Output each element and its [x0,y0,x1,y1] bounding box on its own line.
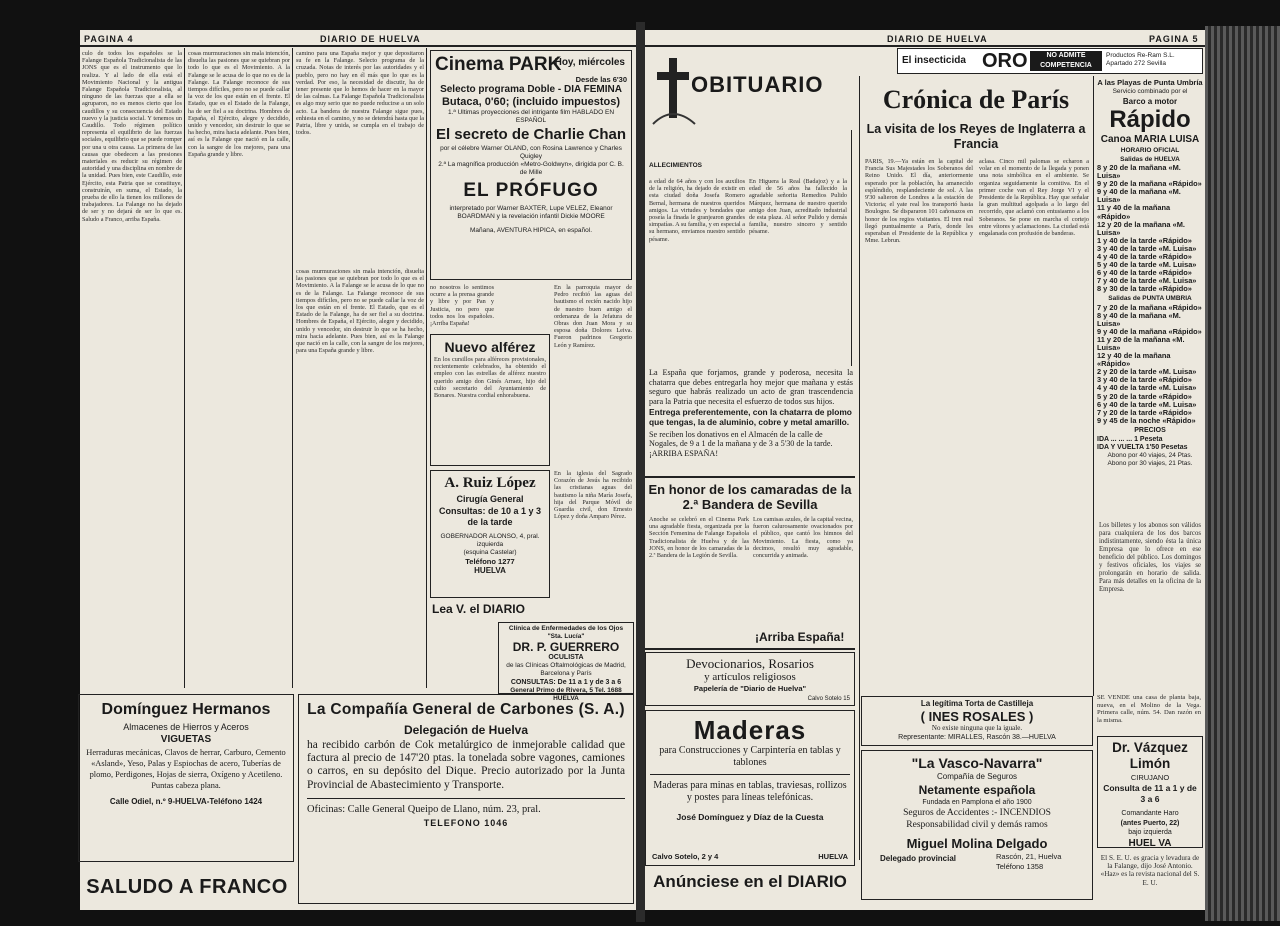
clinica-hours: CONSULTAS: De 11 a 1 y de 3 a 6 [510,679,622,686]
dominguez-sub: Almacenes de Hierros y Aceros [123,722,249,732]
column-rule [426,48,427,688]
tortas-rep: Representante: MIRALLES, Rascón 38.—HUELVA [898,734,1056,741]
cinema-programa: Selecto programa Doble - DIA FEMINA [440,84,622,95]
obituario-col2: En Higuera la Real (Badajoz) y a la edad de 56 años ha fallecido la agradable señorita Remedios Pulido Márquez, hermana de nuestro querido amigo don Juan, acreditado industrial de esta plaza. Al señor Pulido y demás familia, nuestro sincero y sentido pésame. [749,178,847,236]
left-page-header: DIARIO DE HUELVA [320,34,421,44]
honor-col2: Los camisas azules, de la capital vecina, fueron calurosamente ovacionados por el público, que cantó los himnos del Movimiento. La fiesta, como ya decimos, resultó muy agradable, concurrida y animada. [753,516,853,560]
vasco-lines2: Responsabilidad civil y demás ramos [906,820,1048,830]
vasco-lines: Seguros de Accidentes :- INCENDIOS [903,808,1051,818]
oro-prefix: El insecticida [902,55,966,66]
se-vende-notice: SE VENDE una casa de planta baja, nueva, en el Molino de la Vega. Primera calle, núm. 54. Dan razón en la misma. [1097,694,1201,724]
rapido-line3: Barco a motor [1122,97,1178,106]
entrega-intro: La España que forjamos, grande y poderosa, necesita la chatarra que debes entregarla hoy mejor que mañana y estás seguro que habrás realizado un acto de gran trascendencia para la Patria que necesita el esfuerzo de todos sus hijos. [649,368,853,406]
vazquez-role: CIRUJANO [1130,773,1170,782]
rapido-salidas-huelva: Salidas de HUELVA [1120,156,1180,163]
dominguez-viguetas: VIGUETAS [160,734,212,745]
vasco-role: Delegado provincial [880,854,957,863]
clinica-address: General Primo de Rivera, 5 Tel. 1688 HUELVA [510,687,622,702]
vazquez-name: Dr. Vázquez Limón [1112,740,1188,771]
cronica-col1: PARIS, 19.—Ya están en la capital de Francia Sus Majestades los Soberanos del Reino Unido. El día, anteriormente esperado por la población, ha amanecido espléndido, resplandeciente de sol. A las 9'30 salieron de Londres a la estación de Victoria; el yate real los transportó hasta Boulogne. Se dispararon 101 cañonazos en honor de los regios visitantes. El tren real llegó puntualmente a París, donde les esperaban el Presidente de la República y Mme. Lebrun. [865,158,973,245]
cronica-title: Crónica de París [882,85,1070,114]
cinema-film1: El secreto de Charlie Chan [435,126,627,143]
header-rule [645,45,1205,47]
maderas-ad [645,710,855,866]
tortas-brand: ( INES ROSALES ) [920,709,1034,724]
clinica-title: Clínica de Enfermedades de los Ojos "Sta. Lucía" [508,625,624,640]
right-page-header: DIARIO DE HUELVA [887,34,988,44]
maderas-body: Maderas para minas en tablas, traviesas, rollizos y postes para líneas telefónicas. [653,780,847,803]
schedule-row: 7 y 40 de la tarde «M. Luisa» [1097,276,1197,286]
schedule-row: 9 y 40 de la mañana «Rápido» [1097,326,1202,336]
right-page-number: PAGINA 5 [1149,34,1199,44]
tortas-note: No existe ninguna que la iguale. [931,724,1023,732]
carbones-sub: Delegación de Huelva [403,723,529,737]
rapido-abono2: Abono por 30 viajes, 21 Ptas. [1107,459,1193,467]
schedule-row: 12 y 20 de la mañana «M. Luisa» [1097,219,1185,237]
schedule-huelva-list [1097,164,1203,294]
vazquez-city: HUEL VA [1128,838,1172,849]
rapido-precios: PRECIOS [1134,426,1166,434]
maderas-addr: Calvo Sotelo, 2 y 4 [652,852,719,861]
maderas-city: HUELVA [818,852,848,861]
right-page [645,30,1205,910]
lea-el-diario: Lea V. el DIARIO [432,602,525,616]
ruiz-address: GOBERNADOR ALONSO, 4, pral. izquierda [440,533,540,548]
cinema-today: Hoy, miércoles [554,57,625,68]
ruiz-name: A. Ruiz López [444,475,536,491]
oro-tag-box [1030,51,1102,71]
ruiz-hours: Consultas: de 10 a 1 y 3 de la tarde [438,506,542,527]
dominguez-hermanos-ad [78,694,294,862]
vasco-founded: Fundada en Pamplona el año 1900 [922,799,1032,806]
nuevo-alferez-notice [430,334,550,466]
article-column-5: En la parroquia mayor de Pedro recibió las aguas del bautismo el recién nacido hijo de nuestro buen amigo el ordenanza de la Jefatura de Obras don Juan Mora y su esposa doña Dolores Leiva. Fueron padrinos Gregorio León y Ramírez. [554,284,632,349]
seu-notice: El S. E. U. es gracia y levadura de la Falange, dijo José Antonio. «Haz» es la revista nacional del S. E. U. [1100,854,1200,887]
alferez-title: Nuevo alférez [444,339,536,355]
vasco-navarra-ad [861,750,1093,900]
article-column-3-top: camino para una España mejor y que depositaron su fe en la Falange. Selecto programa de la cruzada. Notas de interés por las autoridades y el pueblo, pero no hay en él más que lo que es la verdad. Por eso, la necesidad de discutir, ha de tener presente que lo hemos de hacer en la mayor de las calmas. La Falange Española Tradicionalista es algo muy serio que no puede reducirse a un solo acto. La bandera de nuestra Falange sigue pues, enhiesta en el camino, y no se detendrá hasta que la Patria, libre y unida, se cumpla en el trabajo de todos. [296,50,424,137]
obituario-header [647,50,837,169]
devocionarios-addr: Calvo Sotelo 15 [807,696,850,702]
rapido-ida-vuelta: IDA Y VUELTA 1'50 Pesetas [1097,443,1188,451]
rapido-line2: Servicio combinado por el [1112,88,1188,95]
obituario-col1: a edad de 64 años y con los auxilios de la religión, ha dejado de existir en esta ciudad doña Josefa Romero Bernal, hermana de nuestros queridos amigos. La virtudes y bondades que poseía la finada le granjearon grandes simpatías. A su familia, y en especial a su hermano, enviamos nuestro sentido pésame. [649,178,745,243]
column-rule [859,76,860,860]
schedule-row: 9 y 20 de la mañana «Rápido» [1097,179,1202,189]
vazquez-street: Comandante Haro [1121,810,1179,817]
entrega-bold: Entrega preferentemente, con la chatarra de plomo que tengas, la de aluminio, cobre y metal amarillo. [649,407,852,427]
vasco-sub: Compañía de Seguros [936,772,1018,781]
vazquez-street2: (antes Puerto, 22) [1120,820,1180,827]
carbones-offices: Oficinas: Calle General Queipo de Llano, núm. 23, pral. [307,803,541,815]
obituario-sub: ALLECIMIENTOS [649,162,702,169]
schedule-row: 11 y 40 de la mañana «Rápido» [1097,203,1171,221]
vasco-title: "La Vasco-Navarra" [911,755,1043,771]
cinema-park-ad [430,50,632,280]
ruiz-lopez-ad [430,470,550,598]
maderas-rule [650,774,850,775]
page-gutter [636,22,645,922]
rapido-abono1: Abono por 40 viajes, 24 Ptas. [1107,451,1193,459]
column-rule [1093,76,1094,696]
cinema-film1-cast: por el célebre Warner OLAND, con Rosina Lawrence y Charles Quigley [440,145,622,160]
saludo-a-franco: SALUDO A FRANCO [86,876,288,898]
cinema-film1-extra: 2.ª La magnífica producción «Metro-Goldwyn», dirigida por C. B. de Mille [438,161,624,176]
dominguez-body: Herraduras mecánicas, Clavos de herrar, Carburo, Cemento «Asland», Yeso, Palas y Espiochas de acero, Tuberías de plomo, Perdigones, Hojas de sierra, Oxígeno y Acetileno. Puntas cabeza plana. [86,748,286,790]
ruiz-specialty: Cirugía General [456,494,524,504]
vasco-phone: Teléfono 1358 [996,862,1044,871]
schedule-row: 3 y 40 de la tarde «M. Luisa» [1097,243,1197,253]
oro-insecticide-ad [897,48,1203,74]
section-rule [645,476,855,478]
schedule-row: 4 y 40 de la tarde «Rápido» [1097,252,1192,262]
cronica-sub: La visita de los Reyes de Inglaterra a Francia [866,122,1086,151]
oro-agent: Productos Re-Ram S.L. Apartado 272 Sevilla [1106,52,1175,67]
devocionarios-title: Devocionarios, Rosarios [686,656,814,671]
ruiz-city: HUELVA [474,566,506,575]
schedule-row: 6 y 40 de la tarde «M. Luisa» [1097,399,1197,409]
obituario-title: OBITUARIO [691,72,824,97]
rapido-salidas-punta: Salidas de PUNTA UMBRIA [1108,294,1192,302]
cinema-film2: EL PRÓFUGO [463,180,599,201]
schedule-row: 3 y 40 de la tarde «Rápido» [1097,375,1192,385]
honor-col1: Anoche se celebró en el Cinema Park una agradable fiesta, organizada por la Sección Femenina de Falange Española Tradicionalista de Huelva y de las JONS, en honor de los camaradas de la 2.ª Bandera de la Legión de Sevilla. [649,516,749,560]
schedule-row: 6 y 40 de la tarde «Rápido» [1097,268,1192,278]
carbones-phone: TELEFONO 1046 [423,817,509,828]
vazquez-hours: Consulta de 11 a 1 y de 3 a 6 [1103,783,1197,804]
schedule-row: 8 y 20 de la mañana «M. Luisa» [1097,163,1181,181]
ruiz-corner: (esquina Castelar) [463,549,517,556]
schedule-punta-list [1097,304,1203,425]
schedule-row: 12 y 40 de la mañana «Rápido» [1097,351,1171,369]
article-column-3-bottom: cosas murmuraciones sin mala intención, disuelta las pasiones que se quiebran por todo lo que es el Movimiento. A la Falange se le acusa de lo que no es de la Falange. La Falange reconoce de sus tiempos difíciles, pero no se puede callar la voz de los que están en el frente. El Estado, que es el Estado de la Falange, ha de ser fiel a su doctrina. Hombres de España, el Ejército, alegre y decidido, unido y vencedor, sin destruir lo que se ha hecho, mira hacia adelante. Pues bien, así es la Falange que nació en la calle, con la sangre de los mejores, para una España grande y libre. [296,268,424,355]
schedule-row: 5 y 20 de la tarde «Rápido» [1097,391,1192,401]
ruiz-phone: Teléfono 1277 [465,557,515,566]
oro-brand: ORO [982,50,1028,72]
vasco-agent: Miguel Molina Delgado [906,836,1048,851]
schedule-row: 8 y 30 de la tarde «Rápido» [1097,284,1192,294]
maderas-company: José Domínguez y Díaz de la Cuesta [676,812,824,822]
maderas-sub: para Construcciones y Carpintería en tablas y tablones [659,745,841,768]
oro-tag1: NO ADMITE [1046,52,1086,59]
dominguez-title: Domínguez Hermanos [101,701,271,718]
page-edges-stack [1205,26,1280,921]
honor-title: En honor de los camaradas de la 2.ª Bandera de Sevilla [648,482,852,512]
cronica-col2: aclasa. Cinco mil palomas se echaron a volar en el momento de la llegada y ponen una nota simbólica en el ambiente. Se organiza seguidamente la comitiva. En el primer coche van el Rey Jorge VI y el Presidente de la República. Hay que señalar la gran multitud agolpada a lo largo del recorrido, que aclamó con entusiasmo a los Soberanos. Se pone en marcha el cortejo entre vítores y aclamaciones. La ciudad está engalanada con profusión de banderas. [979,158,1089,238]
rapido-ida: IDA ... ... ... 1 Peseta [1097,435,1163,443]
rapido-notes: Los billetes y los abonos son válidos para cualquiera de los dos barcos indistintamente, siendo ésta la única Empresa que lo ofrece en ese beneficio del público. Los domingos y festivos oficiales, los viajes se prolongarán en horario de salida. Para más detalles en la oficina de la Empresa. [1099,522,1201,593]
tortas-ad [861,696,1093,746]
vazquez-limon-ad [1097,736,1203,848]
devocionarios-sub: y artículos religiosos [704,671,796,683]
article-column-4-bottom: no nosotros lo sentimos ocurre a la prensa grande y libre y por Pan y Justicia, no pero que todos nos los españoles. ¡Arriba España! [430,284,494,328]
cinema-title: Cinema PARK [435,54,562,75]
schedule-row: 9 y 40 de la mañana «M. Luisa» [1097,187,1181,205]
left-page [80,30,636,910]
section-rule [645,648,855,650]
schedule-row: 5 y 40 de la tarde «M. Luisa» [1097,260,1197,270]
vasco-neta: Netamente española [918,783,1036,797]
clinica-detail: de las Clínicas Oftalmológicas de Madrid, Barcelona y París [506,662,626,677]
cinema-film2-cast: interpretado por Warner BAXTER, Lupe VELEZ, Eleanor BOARDMAN y la revelación infantil Dickie MOORE [449,205,613,220]
schedule-row: 7 y 20 de la tarde «Rápido» [1097,407,1192,417]
honor-arriba: ¡Arriba España! [755,630,845,644]
dominguez-address: Calle Odiel, n.º 9-HUELVA-Teléfono 1424 [109,797,263,806]
vazquez-floor: bajo izquierda [1128,829,1172,836]
schedule-row: 11 y 20 de la mañana «M. Luisa» [1097,334,1185,352]
clinica-role: OCULISTA [548,654,584,661]
clinica-doctor: DR. P. GUERRERO [512,640,620,654]
column-rule [851,130,852,366]
header-rule [80,45,636,47]
carbones-title: La Compañía General de Carbones (S. A.) [307,701,625,718]
clinica-ojos-ad [498,622,634,702]
cinema-butaca: Butaca, 0'60; (incluido impuestos) [441,96,621,108]
maderas-title: Maderas [693,715,807,745]
rapido-schedule-ad [1097,78,1203,518]
carbones-ad [298,694,634,904]
rapido-horario: HORARIO OFICIAL [1120,147,1180,154]
article-column-5-lower: En la iglesia del Sagrado Corazón de Jesús ha recibido las cristianas aguas del bautismo la niña María Josefa, hija del Parque Móvil de Guardia civil, don Ernesto López y doña Amparo Pérez. [554,470,632,521]
schedule-row: 8 y 40 de la mañana «M. Luisa» [1097,310,1181,328]
article-column-2: cosas murmuraciones sin mala intención, disuelta las pasiones que se quiebran por todo lo que es el Movimiento. A la Falange se le acusa de lo que no es de la Falange. La Falange reconoce de sus tiempos difíciles, pero no se puede callar la voz de los que están en el frente. El Estado, que es el Estado de la Falange, ha de ser fiel a su doctrina. Hombres de España, el Ejército, alegre y decidido, unido y vencedor, sin destruir lo que se ha hecho, mira hacia adelante. Pues bien, así es la Falange que nació en la calle, con la sangre de los mejores, para una España grande y libre. [188,50,290,158]
article-column-1: culo de todos los españoles se la Falange Española Tradicionalista de las JONS que es el instrumento que lo realiza. Y al lado de ella está el Movimiento Nacional y la antigua Falange Española Tradicionalista, al ninguno de las fuerzas que a ella se agruparon, no es menos cierto que los caudillos y su consecuencia del Estado nuevo y la justicia social. Y tenemos un Caudillo. Todo régimen político representa el equilibrio de las fuerzas sociales, equilibrio que se puede romper por una u otra causa. La primera de las causas que obedecen a las presiones materiales es reducir su régimen de autoridad y una disciplina en nombre de la unidad. Pues bien, este Caudillo, este Ejército, esta Patria que se constituye, construirán, en suma, el Estado, la prueba de ello la tienen los millones de trabajadores. La Falange no ha dejado de ser y no dejará de ser lo que es. Saludo a Franco, arriba España. [82,50,182,223]
cinema-time: Desde las 6'30 [575,75,627,84]
column-rule [184,48,185,688]
rapido-title: Rápido [1109,106,1191,133]
cinema-note: 1.ª Ultimas proyecciones del intrigante film HABLADO EN ESPAÑOL [447,109,615,124]
entrega-chatarra-notice [649,368,853,474]
schedule-row: 7 y 20 de la mañana «Rápido» [1097,302,1202,312]
vasco-addr: Rascón, 21, Huelva [996,852,1062,861]
oro-tag2: COMPETENCIA [1040,62,1092,69]
rapido-canoa: Canoa MARIA LUISA [1100,134,1200,145]
column-rule [292,48,293,688]
schedule-row: 2 y 20 de la tarde «M. Luisa» [1097,367,1197,377]
cinema-tomorrow: Mañana, AVENTURA HIPICA, en español. [470,227,592,234]
left-page-number: PAGINA 4 [84,34,134,44]
entrega-after: Se reciben los donativos en el Almacén de la calle de Nogales, de 9 a 1 de la mañana y de 3 a 5'30 de la tarde. ¡ARRIBA ESPAÑA! [649,429,833,458]
scan-background-left [0,26,80,921]
rapido-line1: A las Playas de Punta Umbría [1097,78,1203,87]
devocionarios-shop: Papelería de "Diario de Huelva" [693,684,807,693]
schedule-row: 4 y 40 de la tarde «M. Luisa» [1097,383,1197,393]
devocionarios-ad [645,652,855,706]
tortas-title: La legítima Torta de Castilleja [920,699,1034,708]
schedule-row: 9 y 45 de la noche «Rápido» [1097,415,1196,425]
alferez-text: En los cursillos para alféreces provisionales, recientemente celebrados, ha obtenido el empleo con las estrellas de alférez nuestro querido amigo don Ginés Arraez, hijo del culto secretario del Ayuntamiento de Bonares. Nuestra cordial enhorabuena. [434,356,546,400]
carbones-body: ha recibido carbón de Cok metalúrgico de inmejorable calidad que factura al precio de 147'20 ptas. la tonelada sobre vagones, camiones o carros, en su depósito del Dique. Precio autorizado por la Junta Provincial de Abastecimiento y Transporte. [307,739,625,791]
schedule-row: 1 y 40 de la tarde «Rápido» [1097,235,1192,245]
carbones-rule [307,798,625,799]
anunciese-en-el-diario: Anúnciese en el DIARIO [653,872,847,891]
